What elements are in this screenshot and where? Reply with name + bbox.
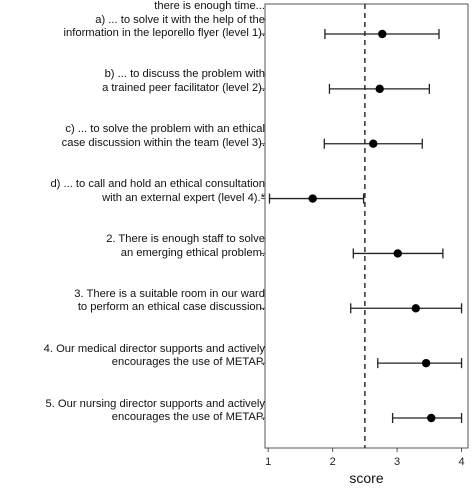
data-point [308, 194, 316, 202]
item-label: 5. Our nursing director supports and actively encourages the use of METAP. [45, 397, 265, 424]
x-tick-label: 1 [265, 456, 272, 468]
item-label: 2. There is enough staff to solve an emerging ethical problem. [106, 233, 265, 259]
item-label: d) ... to call and hold an ethical consultation with an external expert (level 4).* [50, 178, 265, 204]
item-label: c) ... to solve the problem with an ethical case discussion within the team (level 3). [61, 123, 265, 149]
item-label: there is enough time... a) ... to solve it with the help of the information in the leporello flyer (level 1). [63, 0, 265, 40]
x-axis-label: score [349, 470, 384, 485]
data-point [422, 359, 430, 367]
data-point [412, 304, 420, 312]
data-point [376, 85, 384, 93]
plot-panel [265, 4, 468, 448]
x-tick-label: 3 [394, 456, 401, 468]
data-point [427, 414, 435, 422]
item-label: 4. Our medical director supports and actively encourages the use of METAP. [43, 342, 265, 369]
data-point [394, 249, 402, 257]
item-label: 3. There is a suitable room in our ward to perform an ethical case discussion. [74, 287, 265, 314]
data-point [378, 30, 386, 38]
item-label: b) ... to discuss the problem with a trained peer facilitator (level 2). [102, 68, 265, 95]
data-point [369, 140, 377, 148]
x-tick-label: 4 [458, 456, 465, 468]
x-tick-label: 2 [329, 456, 336, 468]
